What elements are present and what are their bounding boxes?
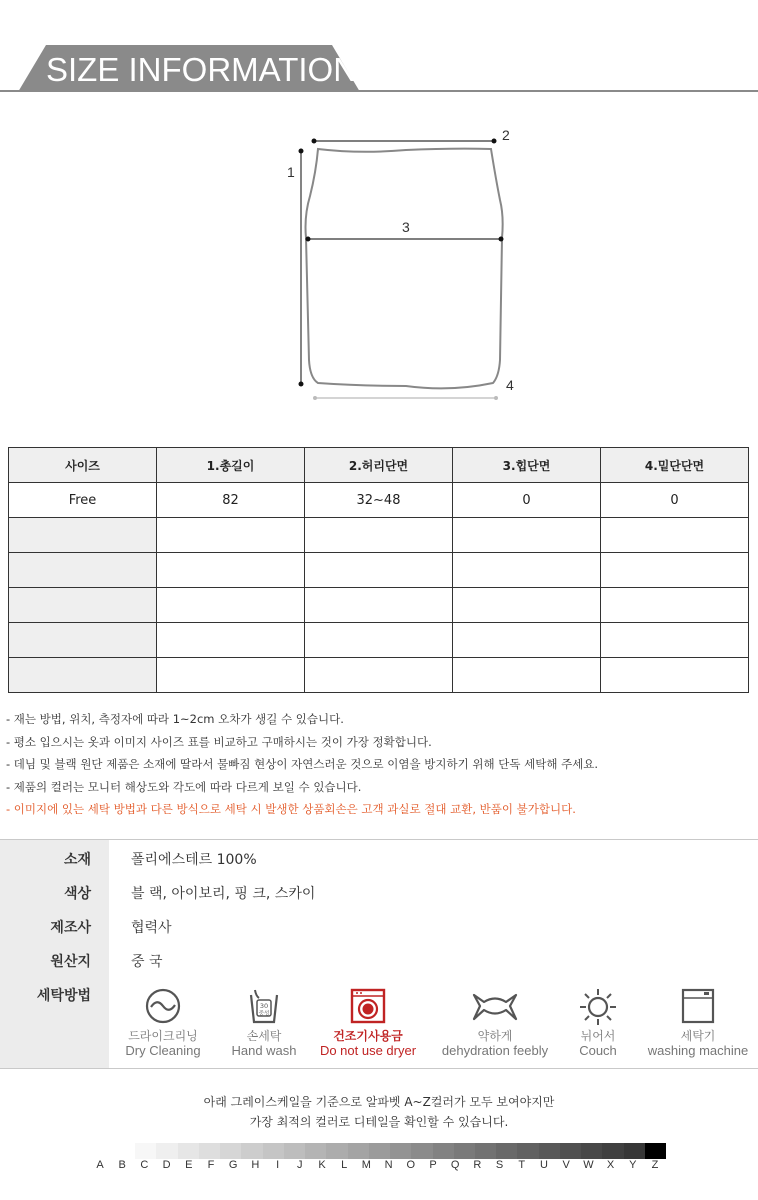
info-value: 블 랙, 아이보리, 핑 크, 스카이 [131,886,316,902]
measurement-notes [6,708,598,821]
grayscale-letter: K [318,1159,326,1171]
table-cell: 82 [157,483,305,518]
table-cell [305,623,453,658]
grayscale-letters [90,1159,670,1175]
table-cell [9,553,157,588]
grayscale-letter: D [162,1159,171,1171]
table-row [9,658,749,693]
grayscale-swatch [263,1143,284,1159]
note-line: - 재는 방법, 위치, 측정자에 따라 1~2cm 오차가 생길 수 있습니다. [6,712,344,726]
grayscale-swatch [220,1143,241,1159]
skirt-measurement-diagram [280,120,520,410]
section-header [0,45,758,93]
grayscale-swatch [305,1143,326,1159]
grayscale-letter: T [518,1159,526,1171]
note-line: - 제품의 컬러는 모니터 해상도와 각도에 따라 다르게 보일 수 있습니다. [6,779,362,794]
table-cell: 0 [601,483,749,518]
wash-label-ko: 세탁기 [680,1029,716,1043]
warning-note: - 이미지에 있는 세탁 방법과 다른 방식으로 세탁 시 발생한 상품회손은 고객 과실로 절대 교환, 반품이 불가합니다. [6,802,576,816]
table-row [9,553,749,588]
dry-cleaning-icon [143,986,183,1026]
table-header-row [9,448,749,483]
grayscale-swatch [454,1143,475,1159]
wash-label-en: washing machine [647,1043,749,1058]
table-header-cell: 사이즈 [9,448,157,483]
table-cell [157,623,305,658]
wash-label-en: Hand wash [231,1043,297,1058]
wash-label-en: Dry Cleaning [125,1043,201,1058]
grayscale-letter: L [341,1159,348,1171]
grayscale-letter: W [583,1159,594,1171]
grayscale-letter: E [185,1159,193,1171]
grayscale-swatch [284,1143,305,1159]
wash-label-ko: 손세탁 [246,1029,282,1043]
table-cell [157,658,305,693]
table-cell [453,553,601,588]
table-cell [601,658,749,693]
grayscale-note-line: 가장 최적의 컬러로 디테일을 확인할 수 있습니다. [249,1115,509,1129]
grayscale-bar [114,1143,666,1159]
info-value: 폴리에스테르 100% [131,852,257,868]
table-cell [9,588,157,623]
info-label: 원산지 [50,954,91,970]
info-value: 중 국 [131,954,163,970]
wash-item-hand-wash [204,986,324,1058]
grayscale-swatch [645,1143,666,1159]
grayscale-letter: S [495,1159,504,1171]
grayscale-letter: O [406,1159,416,1171]
info-row-color [0,875,758,909]
grayscale-letter: F [207,1159,215,1171]
wash-label-ko: 드라이크리닝 [128,1029,198,1043]
table-cell [9,658,157,693]
washing-machine-icon [678,986,718,1026]
grayscale-letter: M [361,1159,371,1171]
wash-label-en: Do not use dryer [319,1043,417,1058]
table-row [9,483,749,518]
grayscale-letter: A [96,1159,104,1171]
info-label: 색상 [63,886,91,902]
hand-wash-detergent: 중성 [258,1011,270,1017]
wash-label-ko: 건조기사용금 [333,1029,403,1043]
grayscale-letter: P [429,1159,437,1171]
grayscale-letter: B [118,1159,126,1171]
grayscale-swatch [199,1143,220,1159]
table-cell [453,658,601,693]
grayscale-swatch [581,1143,602,1159]
table-cell [601,623,749,658]
table-row [9,623,749,658]
table-header-cell: 1.총길이 [157,448,305,483]
info-row-manufacturer [0,909,758,943]
table-cell [9,623,157,658]
grayscale-swatch [475,1143,496,1159]
table-row [9,518,749,553]
note-line: - 평소 입으시는 옷과 이미지 사이즈 표를 비교하고 구매하시는 것이 가장 정확합니다. [6,734,432,749]
grayscale-note [0,1092,758,1132]
hand-wash-icon [244,986,284,1026]
wash-label-ko: 약하게 [477,1029,513,1043]
grayscale-swatch [348,1143,369,1159]
grayscale-letter: Z [651,1159,659,1171]
table-cell [9,518,157,553]
label-hem: 4 [506,377,514,393]
flat-dry-icon [578,986,618,1026]
table-cell [157,518,305,553]
hand-wash-temp: 30 [259,1002,269,1010]
grayscale-swatch [390,1143,411,1159]
grayscale-swatch [178,1143,199,1159]
table-cell: 0 [453,483,601,518]
page-title: SIZE INFORMATION [46,51,358,88]
grayscale-swatch [326,1143,347,1159]
info-value: 협력사 [131,920,172,936]
table-cell [305,658,453,693]
table-cell [601,553,749,588]
label-waist: 2 [502,127,510,143]
info-label: 세탁방법 [36,988,91,1004]
grayscale-swatch [517,1143,538,1159]
wash-item-gentle-spin [435,986,555,1058]
grayscale-swatch [560,1143,581,1159]
table-row [9,588,749,623]
grayscale-letter: C [140,1159,149,1171]
label-length: 1 [287,164,295,180]
info-label: 제조사 [50,920,91,936]
wash-label-en: Couch [579,1043,617,1058]
note-line: - 데님 및 블랙 원단 제품은 소재에 딸라서 물빠짐 현상이 자연스러운 것으로 이염을 방지하기 위해 단독 세탁해 주세요. [6,757,599,771]
table-header-cell: 2.허리단면 [305,448,453,483]
wash-item-washing-machine [638,986,758,1058]
product-info-panel [0,839,758,1069]
grayscale-letter: X [606,1159,615,1171]
grayscale-letter: J [297,1159,303,1171]
wash-label-ko: 뉘어서 [580,1029,616,1043]
grayscale-swatch [156,1143,177,1159]
table-header-cell: 3.힙단면 [453,448,601,483]
table-header-cell: 4.밑단단면 [601,448,749,483]
grayscale-swatch [369,1143,390,1159]
table-cell [157,588,305,623]
size-table [8,447,749,693]
table-cell [305,518,453,553]
table-cell [157,553,305,588]
grayscale-swatch [602,1143,623,1159]
grayscale-swatch [433,1143,454,1159]
table-cell: 32~48 [305,483,453,518]
grayscale-swatch [539,1143,560,1159]
info-row-material [0,841,758,875]
grayscale-swatch [241,1143,262,1159]
grayscale-letter: I [276,1159,280,1171]
wash-item-no-dryer [308,986,428,1058]
grayscale-note-line: 아래 그레이스케일을 기준으로 알파벳 A~Z컬러가 모두 보여야지만 [203,1095,555,1109]
table-cell [453,518,601,553]
grayscale-letter: H [251,1159,260,1171]
table-cell [601,518,749,553]
grayscale-letter: Q [450,1159,460,1171]
info-row-origin [0,943,758,977]
label-hip: 3 [402,219,410,235]
skirt-outline [280,120,520,410]
table-cell: Free [9,483,157,518]
no-dryer-icon [348,986,388,1026]
grayscale-letter: R [473,1159,482,1171]
gentle-spin-icon [470,986,520,1026]
wash-label-en: dehydration feebly [441,1043,549,1058]
grayscale-swatch [114,1143,135,1159]
grayscale-letter: V [562,1159,570,1171]
info-label: 소재 [63,852,91,868]
table-cell [305,588,453,623]
table-cell [453,588,601,623]
table-cell [453,623,601,658]
grayscale-letter: Y [629,1159,637,1171]
table-cell [601,588,749,623]
grayscale-letter: G [228,1159,238,1171]
grayscale-swatch [411,1143,432,1159]
grayscale-swatch [496,1143,517,1159]
grayscale-letter: U [540,1159,548,1171]
table-cell [305,553,453,588]
grayscale-swatch [135,1143,156,1159]
grayscale-letter: N [384,1159,393,1171]
grayscale-swatch [624,1143,645,1159]
